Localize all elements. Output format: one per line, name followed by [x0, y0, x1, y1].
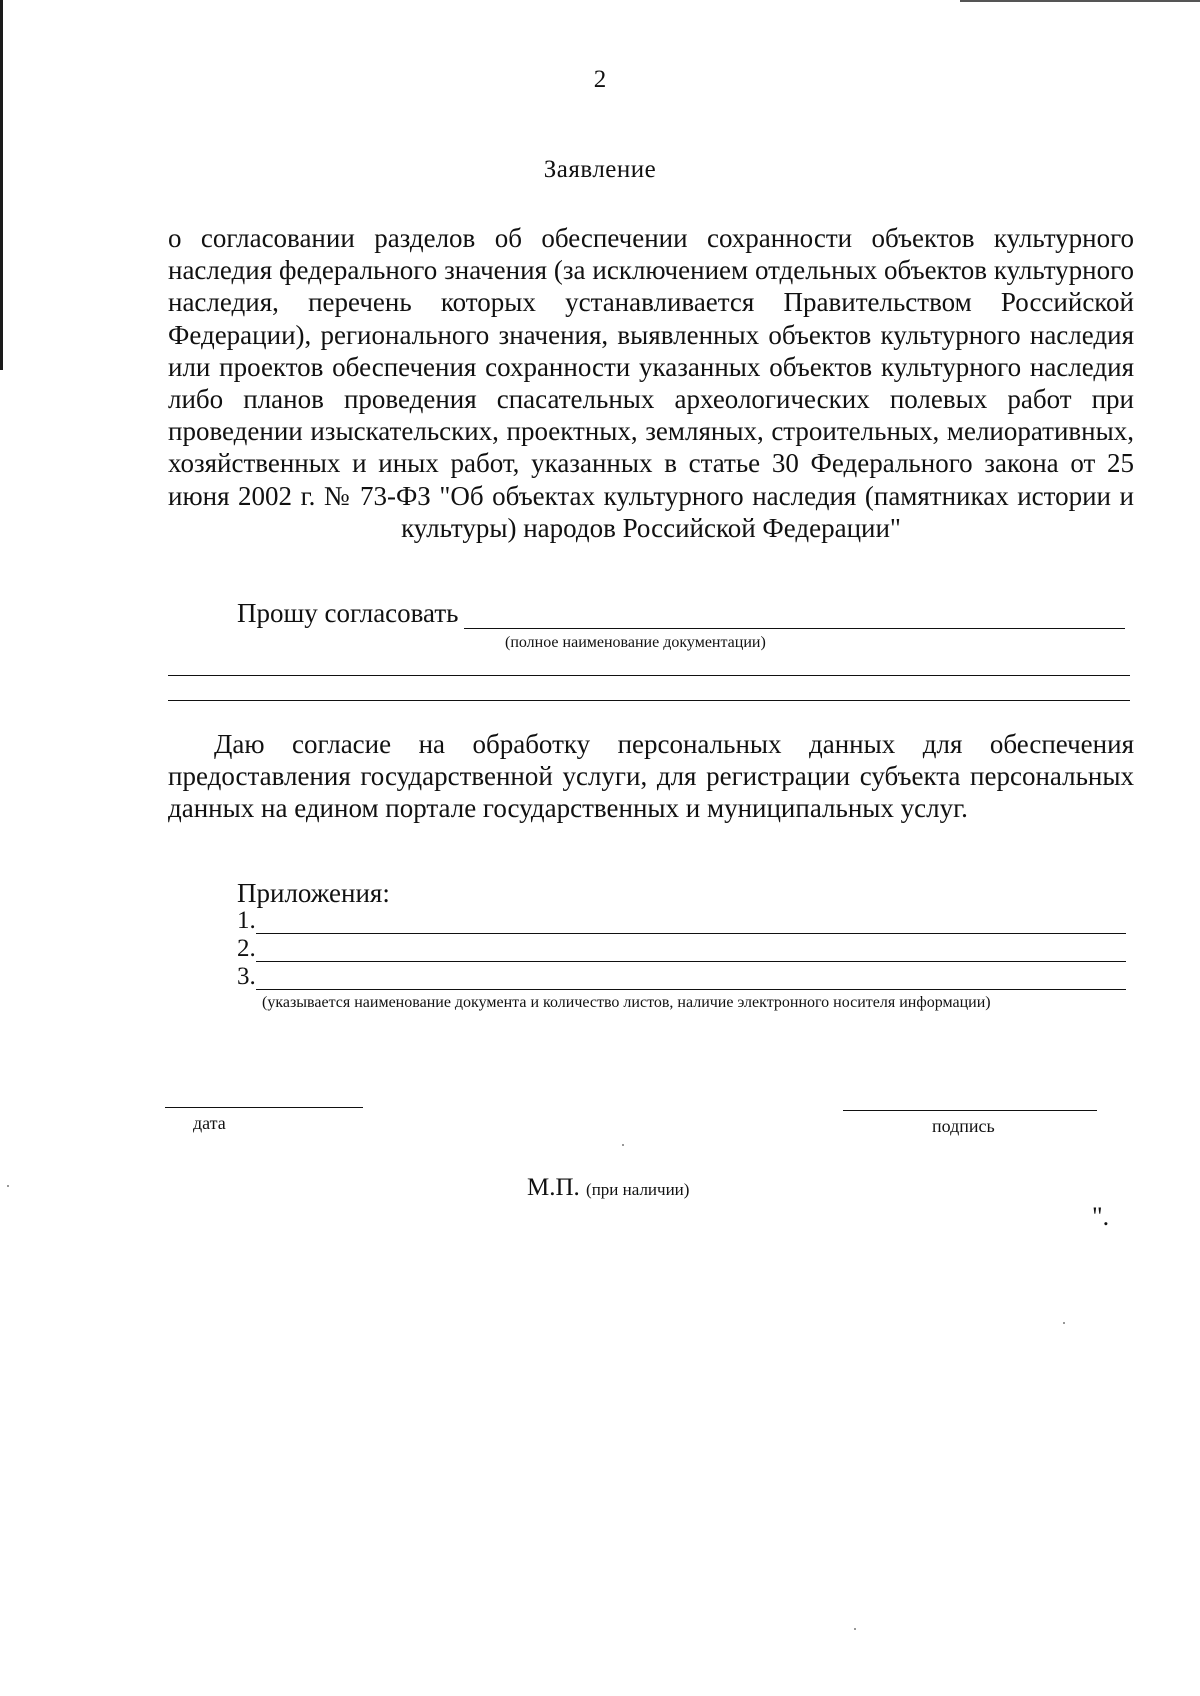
request-row: [237, 598, 1125, 629]
stamp-place: [527, 1174, 689, 1202]
scan-speck: [622, 1144, 624, 1146]
attachments-title: Приложения:: [237, 878, 390, 908]
closing-quote-mark: ".: [1092, 1202, 1110, 1231]
personal-data-consent: Даю согласие на обработку персональных данных для обеспечения предоставления государственной услуги, для регистрации субъекта персональных данных на едином портале государственных и муниципальных услуг.: [168, 729, 1134, 824]
attachments-caption: (указывается наименование документа и количество листов, наличие электронного носителя информации): [262, 994, 991, 1011]
signature-caption: подпись: [932, 1116, 995, 1136]
document-title: Заявление: [543, 156, 657, 183]
signature-field[interactable]: [843, 1110, 1097, 1111]
scan-speck: [854, 1628, 856, 1630]
attachment-item: [237, 908, 1126, 934]
documentation-name-caption: (полное наименование документации): [505, 634, 766, 651]
attachment-field[interactable]: [256, 939, 1126, 962]
attachment-item: [237, 936, 1126, 962]
application-subject: о согласовании разделов об обеспечении сохранности объектов культурного наследия федерального значения (за исключением отдельных объектов культурного наследия, перечень которых устанавливается Правительством Российской Федерации), регионального значения, выявленных объектов культурного наследия или проектов обеспечения сохранности указанных объектов культурного наследия либо планов проведения спасательных археологических полевых работ при проведении изыскательских, проектных, земляных, строительных, мелиоративных, хозяйственных и иных работ, указанных в статье 30 Федерального закона от 25 июня 2002 г. № 73-ФЗ "Об объектах культурного наследия (памятниках истории и культуры) народов Российской Федерации": [168, 223, 1134, 543]
attachment-field[interactable]: [256, 911, 1126, 934]
page-number: 2: [593, 66, 607, 93]
stamp-note: (при наличии): [586, 1180, 690, 1199]
documentation-name-field-line-3[interactable]: [168, 700, 1130, 701]
attachment-number: 3.: [237, 963, 256, 990]
attachment-number: 2.: [237, 935, 256, 962]
scan-speck: [7, 1185, 9, 1187]
request-label: Прошу согласовать: [237, 598, 459, 628]
attachment-field[interactable]: [256, 967, 1126, 990]
attachment-number: 1.: [237, 907, 256, 934]
documentation-name-field[interactable]: [464, 602, 1125, 629]
documentation-name-field-line-2[interactable]: [168, 675, 1130, 676]
page-scan-edge: [0, 0, 3, 370]
date-field[interactable]: [165, 1107, 363, 1108]
stamp-label: М.П.: [527, 1174, 580, 1201]
page-scan-edge: [960, 0, 1200, 2]
date-caption: дата: [193, 1113, 226, 1133]
scan-speck: [1063, 1322, 1065, 1324]
attachment-item: [237, 964, 1126, 990]
